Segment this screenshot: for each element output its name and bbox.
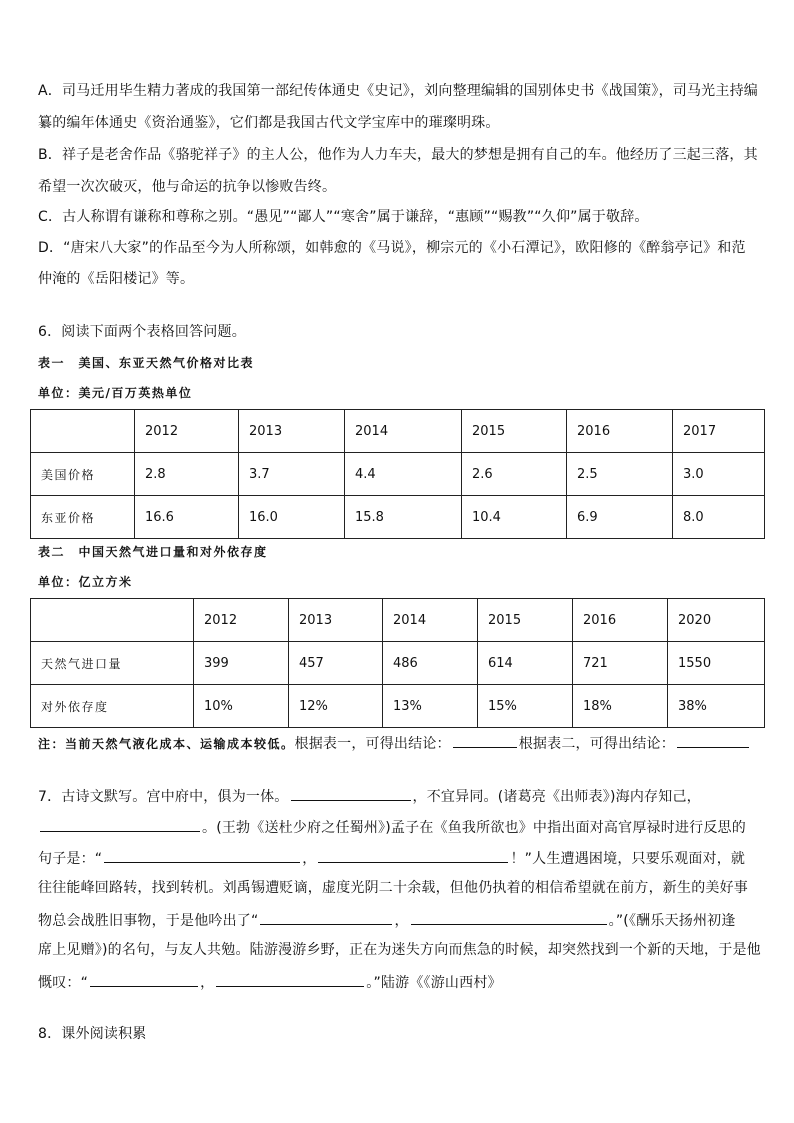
table-cell: 457 — [289, 642, 383, 685]
table-row — [31, 685, 765, 728]
table-cell: 1550 — [668, 642, 765, 685]
table-cell: 38% — [668, 685, 765, 728]
q8-title: 8．课外阅读积累 — [38, 1026, 147, 1042]
q7-text: 。”陆游《《游山西村》 — [366, 975, 502, 991]
q7-text: 物总会战胜旧事物，于是他吟出了“ — [38, 913, 259, 929]
table-cell: 2.8 — [135, 453, 239, 496]
option-d-line-1: D．“唐宋八大家”的作品至今为人所称颂，如韩愈的《马说》，柳宗元的《小石潭记》，欧阳修的《醉翁亭记》和范 — [38, 240, 746, 256]
table-cell: 721 — [573, 642, 668, 685]
option-c-line-1: C．古人称谓有谦称和尊称之别。“愚见”“鄙人”“寒舍”属于谦辞，“惠顾”“赐教”“久仰”属于敬辞。 — [38, 209, 649, 225]
q7-text: 。(王勃《送杜少府之任蜀州》)孟子在《鱼我所欲也》中指出面对高官厚禄时进行反思的 — [202, 820, 746, 836]
option-a-line-2: 纂的编年体通史《资治通鉴》，它们都是我国古代文学宝库中的璀璨明珠。 — [38, 115, 500, 131]
table1-unit: 单位：美元/百万英热单位 — [38, 386, 193, 400]
q6-note-line — [38, 732, 768, 754]
table-cell: 2013 — [289, 599, 383, 642]
table-cell: 15.8 — [345, 496, 462, 539]
table-cell: 12% — [289, 685, 383, 728]
option-d-line-2: 仲淹的《岳阳楼记》等。 — [38, 271, 195, 287]
table-cell: 10.4 — [462, 496, 567, 539]
q7-line-4: 往往能峰回路转，找到转机。刘禹锡遭贬谪，虚度光阴二十余载，但他仍执着的相信希望就在前方，新生的美好事 — [38, 880, 748, 896]
answer-blank[interactable] — [291, 785, 411, 801]
table-cell: 2014 — [383, 599, 478, 642]
q7-line-2 — [38, 816, 768, 838]
q7-text: 慨叹：“ — [38, 975, 89, 991]
row-label: 天然气进口量 — [31, 642, 194, 685]
table-cell: 2013 — [239, 410, 345, 453]
q7-line-6: 席上见赠》)的名句，与友人共勉。陆游漫游乡野，正在为迷失方向而焦急的时候，却突然找到一个新的天地，于是他 — [38, 942, 761, 958]
table-cell: 2016 — [567, 410, 673, 453]
answer-blank[interactable] — [40, 816, 200, 832]
row-label: 对外依存度 — [31, 685, 194, 728]
table-cell: 3.0 — [673, 453, 765, 496]
table1-caption: 表一 美国、东亚天然气价格对比表 — [38, 356, 255, 370]
q7-line-3 — [38, 847, 768, 869]
answer-blank[interactable] — [216, 971, 364, 987]
answer-blank[interactable] — [104, 847, 300, 863]
table-row — [31, 453, 765, 496]
table-cell: 2014 — [345, 410, 462, 453]
option-b-line-1: B．祥子是老舍作品《骆驼祥子》的主人公，他作为人力车夫，最大的梦想是拥有自己的车。他经历了三起三落，其 — [38, 147, 758, 163]
q7-text: 句子是：“ — [38, 851, 103, 867]
answer-blank[interactable] — [677, 732, 749, 748]
q7-text: ， — [394, 913, 409, 929]
table-cell: 18% — [573, 685, 668, 728]
q7-line-5 — [38, 909, 768, 931]
table-row — [31, 642, 765, 685]
table-cell: 15% — [478, 685, 573, 728]
answer-blank[interactable] — [90, 971, 198, 987]
table-cell: 13% — [383, 685, 478, 728]
table-cell: 399 — [194, 642, 289, 685]
q7-text: ！”人生遭遇困境，只要乐观面对，就 — [510, 851, 746, 867]
q6-conclusion-1-prompt: 根据表一，可得出结论： — [294, 736, 451, 752]
q6-note: 注：当前天然气液化成本、运输成本较低。 — [38, 737, 295, 751]
q7-text: ， — [200, 975, 215, 991]
table-cell: 3.7 — [239, 453, 345, 496]
table-cell: 10% — [194, 685, 289, 728]
table-cell: 8.0 — [673, 496, 765, 539]
table-cell: 2.6 — [462, 453, 567, 496]
table-cell: 2020 — [668, 599, 765, 642]
table-cell: 2015 — [462, 410, 567, 453]
row-label: 东亚价格 — [31, 496, 135, 539]
q6-title: 6．阅读下面两个表格回答问题。 — [38, 324, 246, 340]
table2 — [30, 598, 765, 728]
table-cell: 2016 — [573, 599, 668, 642]
table2-header-row — [31, 599, 765, 642]
table-cell: 6.9 — [567, 496, 673, 539]
table-cell: 486 — [383, 642, 478, 685]
q6-conclusion-2-prompt: 根据表二，可得出结论： — [518, 736, 675, 752]
q7-text: 7．古诗文默写。宫中府中，俱为一体。 — [38, 789, 289, 805]
table-cell: 2.5 — [567, 453, 673, 496]
table-cell: 614 — [478, 642, 573, 685]
table-cell: 2015 — [478, 599, 573, 642]
q7-line-7 — [38, 971, 768, 993]
q7-text: 。”(《酬乐天扬州初逢 — [608, 913, 736, 929]
q7-text: ，不宜异同。(诸葛亮《出师表》)海内存知己， — [412, 789, 701, 805]
q7-line-1 — [38, 785, 768, 807]
option-b-line-2: 希望一次次破灭，他与命运的抗争以惨败告终。 — [38, 179, 337, 195]
table1 — [30, 409, 765, 539]
table-cell: 2012 — [135, 410, 239, 453]
table-cell: 16.0 — [239, 496, 345, 539]
answer-blank[interactable] — [260, 909, 392, 925]
table-cell: 4.4 — [345, 453, 462, 496]
table-row — [31, 496, 765, 539]
option-a-line-1: A．司马迁用毕生精力著成的我国第一部纪传体通史《史记》，刘向整理编辑的国别体史书《战国策》，司马光主持编 — [38, 83, 758, 99]
table-cell — [31, 599, 194, 642]
answer-blank[interactable] — [318, 847, 508, 863]
table2-caption: 表二 中国天然气进口量和对外依存度 — [38, 545, 268, 559]
table-cell: 2017 — [673, 410, 765, 453]
table-cell: 2012 — [194, 599, 289, 642]
table-cell — [31, 410, 135, 453]
q7-text: ， — [302, 851, 317, 867]
table1-header-row — [31, 410, 765, 453]
table2-unit: 单位：亿立方米 — [38, 575, 133, 589]
table-cell: 16.6 — [135, 496, 239, 539]
answer-blank[interactable] — [411, 909, 607, 925]
answer-blank[interactable] — [453, 732, 517, 748]
row-label: 美国价格 — [31, 453, 135, 496]
